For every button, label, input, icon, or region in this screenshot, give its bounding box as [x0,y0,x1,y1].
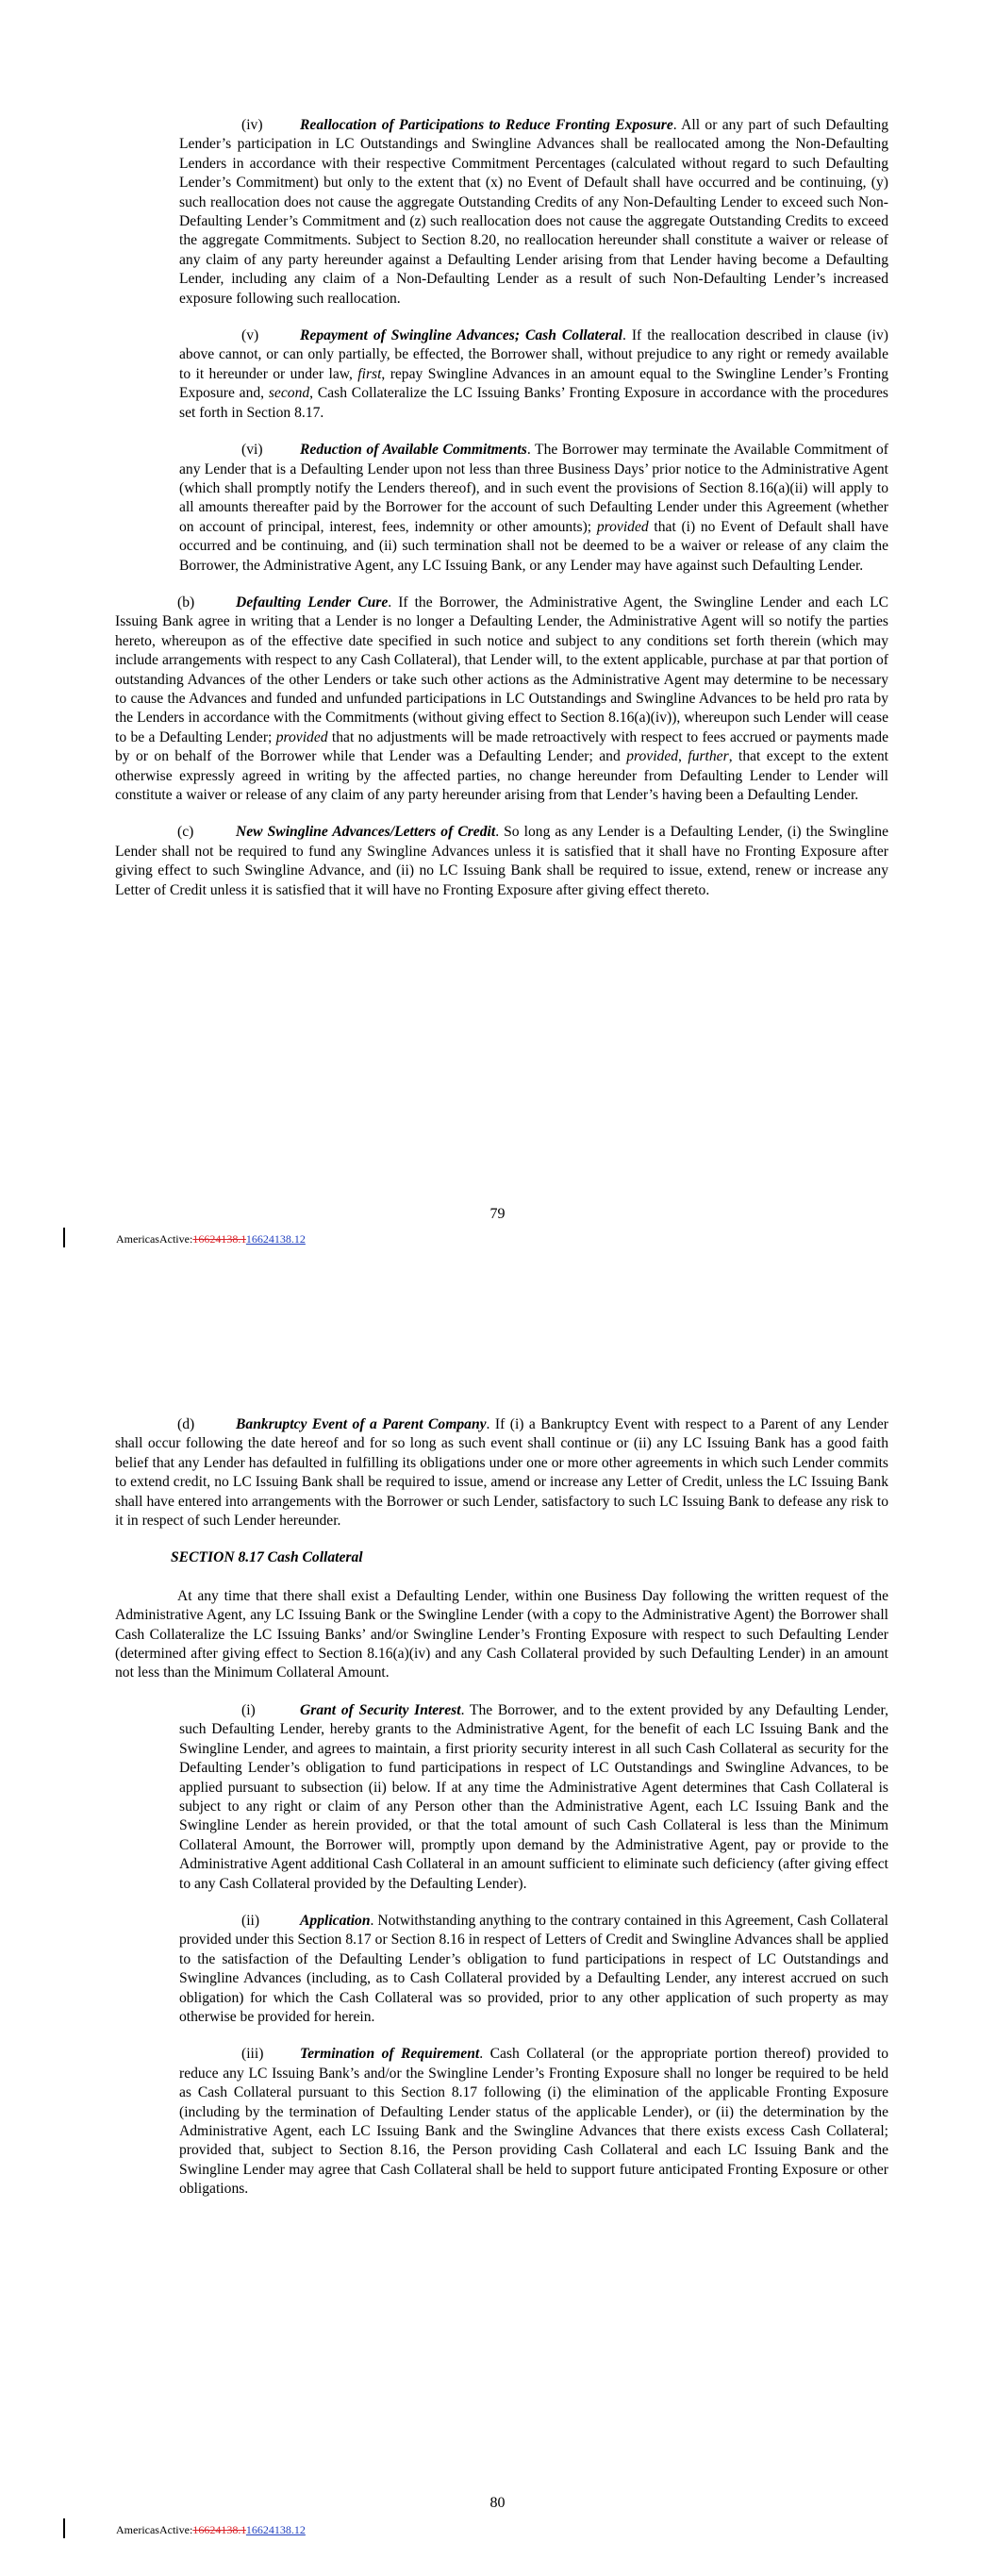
emphasis-provided: provided [596,518,649,535]
clause-heading: Grant of Security Interest [300,1701,461,1718]
clause-text: . The Borrower may terminate the Available Commitment of any Lender that is a Defaulting Lender upon not less than three Business Days’ prior notice to the Administrative Agent (which shall promptly notify the Lenders thereof), and in such event the provisions of Section 8.16(a)(ii) will apply to all amounts thereafter paid by the Borrower for the account of such Defaulting Lender under this Agreement (whether on account of principal, interest, fees, indemnity or other amounts); [179,442,888,535]
clause-ii [115,1912,888,2027]
change-bar [63,1228,65,1247]
footer-deleted-id: 16624138.1 [192,1232,246,1246]
clause-i [115,1701,888,1894]
clause-text: that (i) no Event of Default shall have occurred and be continuing, and (ii) such termination shall not be deemed to be a waiver or release of any claim the Borrower, the Administrative Agent, any LC Issuing Bank, or any Lender may have against such Defaulting Lender. [179,518,888,574]
clause-heading: Application [300,1912,371,1929]
clause-number: (v) [241,327,259,344]
clause-number: (b) [177,594,195,611]
clause-text: , [678,748,688,765]
clause-text: . Notwithstanding anything to the contrary contained in this Agreement, Cash Collateral provided under this Section 8.17 or Section 8.16 in respect of Letters of Credit and Swingline Advances shall be applied to the satisfaction of the Defaulting Lender’s obligation to fund participations in respect of LC Outstandings and Swingline Advances (including, as to Cash Collateral provided by a Defaulting Lender, any interest accrued on such obligation) for which the Cash Collateral was so provided, prior to any other application of such property as may otherwise be provided for herein. [179,1912,888,2025]
emphasis-further: further [688,748,729,765]
clause-number: (c) [177,824,194,841]
clause-number: (iii) [241,2046,264,2063]
clause-heading: Reallocation of Participations to Reduce Fronting Exposure [300,117,673,133]
footer-deleted-id: 16624138.1 [192,2523,246,2536]
emphasis-provided: provided [626,748,679,765]
clause-heading: Bankruptcy Event of a Parent Company [236,1416,487,1432]
page-number: 80 [489,2495,506,2511]
clause-number: (d) [177,1416,195,1432]
document-footer [116,2523,306,2537]
change-bar [63,2518,65,2538]
clause-number: (ii) [241,1912,260,1929]
clause-text: . If (i) a Bankruptcy Event with respect to a Parent of any Lender shall occur following the date hereof and for so long as such event shall continue or (ii) any LC Issuing Bank has a good faith belief that any Lender has defaulted in fulfilling its obligations under one or more other agreements in which such Lender commits to extend credit, no LC Issuing Bank shall be required to issue, amend or increase any Letter of Credit, unless the LC Issuing Bank shall have entered into arrangements with the Borrower or such Lender, satisfactory to such LC Issuing Bank to defease any risk to it in respect of such Lender hereunder. [115,1416,888,1530]
clause-d [115,1415,888,1531]
clause-vi [115,441,888,576]
page-80-body [115,1415,888,2217]
clause-text: that no adjustments will be made retroactively with respect to fees accrued or payments made by or on behalf of the Borrower while that Lender was a Defaulting Lender; and [115,728,889,765]
page-number: 79 [489,1206,506,1222]
clause-text: . Cash Collateral (or the appropriate portion thereof) provided to reduce any LC Issuing Bank’s and/or the Swingline Lender’s Fronting Exposure shall no longer be required to be held as Cash Collateral pursuant to this Section 8.17 following (i) the elimination of the applicable Fronting Exposure (including by the termination of Defaulting Lender status of the applicable Lender), or (ii) the determination by the Administrative Agent, each LC Issuing Bank and the Swingline Advances that there exists excess Cash Collateral; provided that, subject to Section 8.16, the Person providing Cash Collateral and each LC Issuing Bank and the Swingline Lender may agree that Cash Collateral shall be held to support future anticipated Fronting Exposure or other obligations. [179,2046,889,2198]
document-footer [116,1232,306,1246]
footer-inserted-id: 16624138.12 [245,1232,306,1246]
clause-heading: New Swingline Advances/Letters of Credit [236,824,496,841]
clause-text: . If the Borrower, the Administrative Agent, the Swingline Lender and each LC Issuing Bank agree in writing that a Lender is no longer a Defaulting Lender, the Administrative Agent will so notify the parties hereto, whereupon as of the effective date specified in such notice and subject to any conditions set forth therein (which may include arrangements with respect to any Cash Collateral), that Lender will, to the extent applicable, purchase at par that portion of outstanding Advances of the other Lenders or take such other actions as the Administrative Agent may determine to be necessary to cause the Advances and funded and unfunded participations in LC Outstandings and Swingline Advances to be held pro rata by the Lenders in accordance with the Commitments (without giving effect to Section 8.16(a)(iv)), whereupon such Lender will cease to be a Defaulting Lender; [115,594,889,745]
footer-prefix: AmericasActive: [116,1232,193,1246]
clause-text: . If the reallocation described in clause (iv) above cannot, or can only partially, be effected, the Borrower shall, without prejudice to any right or remedy available to it hereunder or under law, [179,327,888,382]
clause-text: . The Borrower, and to the extent provided by any Defaulting Lender, such Defaulting Lender, hereby grants to the Administrative Agent, for the benefit of each LC Issuing Bank and the Swingline Lender, and agrees to maintain, a first priority security interest in all such Cash Collateral as security for the Defaulting Lender’s obligation to fund participations in respect of LC Outstandings and Swingline Advances, to be applied pursuant to subsection (ii) below. If at any time the Administrative Agent determines that Cash Collateral is subject to any right or claim of any Person other than the Administrative Agent, each LC Issuing Bank and the Swingline Lender as herein provided, or that the total amount of such Cash Collateral is less than the Minimum Collateral Amount, the Borrower will, promptly upon demand by the Administrative Agent, pay or provide to the Administrative Agent additional Cash Collateral in an amount sufficient to eliminate such deficiency (after giving effect to any Cash Collateral provided by the Defaulting Lender). [179,1701,888,1892]
clause-text: . All or any part of such Defaulting Lender’s participation in LC Outstandings and Swingline Advances shall be reallocated among the Non-Defaulting Lenders in accordance with their respective Commitment Percentages (calculated without regard to such Defaulting Lender’s Commitment) but only to the extent that (x) no Event of Default shall have occurred and be continuing, (y) such reallocation does not cause the aggregate Outstanding Credits of any Non-Defaulting Lender to exceed such Non-Defaulting Lender’s Commitment and (z) such reallocation does not cause the aggregate Outstanding Credits to exceed the aggregate Commitments. Subject to Section 8.20, no reallocation hereunder shall constitute a waiver or release of any claim of any party hereunder against a Defaulting Lender arising from that Lender having become a Defaulting Lender, including any claim of a Non-Defaulting Lender as a result of such Non-Defaulting Lender’s increased exposure following such reallocation. [179,117,888,307]
clause-heading: Termination of Requirement [300,2046,480,2063]
section-heading: SECTION 8.17 Cash Collateral [171,1549,363,1566]
page-79-body [115,116,888,918]
clause-iii [115,2045,888,2199]
footer-prefix: AmericasActive: [116,2523,193,2536]
clause-heading: Defaulting Lender Cure [236,594,389,611]
clause-text: , Cash Collateralize the LC Issuing Banks’ Fronting Exposure in accordance with the procedures set forth in Section 8.17. [179,385,888,421]
clause-b [115,594,888,805]
clause-number: (vi) [241,442,263,459]
emphasis-provided: provided [275,728,328,745]
clause-heading: Reduction of Available Commitments [300,442,527,459]
footer-inserted-id: 16624138.12 [245,2523,306,2536]
clause-v [115,326,888,423]
clause-heading: Repayment of Swingline Advances; Cash Collateral [300,327,622,344]
clause-text: , repay Swingline Advances in an amount equal to the Swingline Lender’s Fronting Exposure and, [179,365,888,402]
clause-c [115,823,888,900]
clause-number: (i) [241,1701,256,1718]
page-80 [0,1288,995,2576]
emphasis-second: second [268,385,310,402]
clause-text: . So long as any Lender is a Defaulting Lender, (i) the Swingline Lender shall not be required to fund any Swingline Advances unless it is satisfied that it shall have no Fronting Exposure after giving effect to such Swingline Advance, and (ii) no LC Issuing Bank shall be required to issue, extend, renew or increase any Letter of Credit unless it is satisfied that it will have no Fronting Exposure after giving effect thereto. [115,824,888,898]
clause-number: (iv) [241,117,263,133]
clause-text: , that except to the extent otherwise expressly agreed in writing by the affected parties, no change hereunder from Defaulting Lender to Lender will constitute a waiver or release of any claim of any party hereunder arising from that Lender’s having been a Defaulting Lender. [115,748,889,803]
section-intro: At any time that there shall exist a Defaulting Lender, within one Business Day following the written request of the Administrative Agent, any LC Issuing Bank or the Swingline Lender (with a copy to the Administrative Agent) the Borrower shall Cash Collateralize the LC Issuing Banks’ and/or Swingline Lender’s Fronting Exposure with respect to such Defaulting Lender (determined after giving effect to Section 8.16(a)(iv) and any Cash Collateral provided by such Defaulting Lender) in an amount not less than the Minimum Collateral Amount. [115,1587,888,1681]
clause-iv [115,116,888,309]
emphasis-first: first [357,365,382,382]
